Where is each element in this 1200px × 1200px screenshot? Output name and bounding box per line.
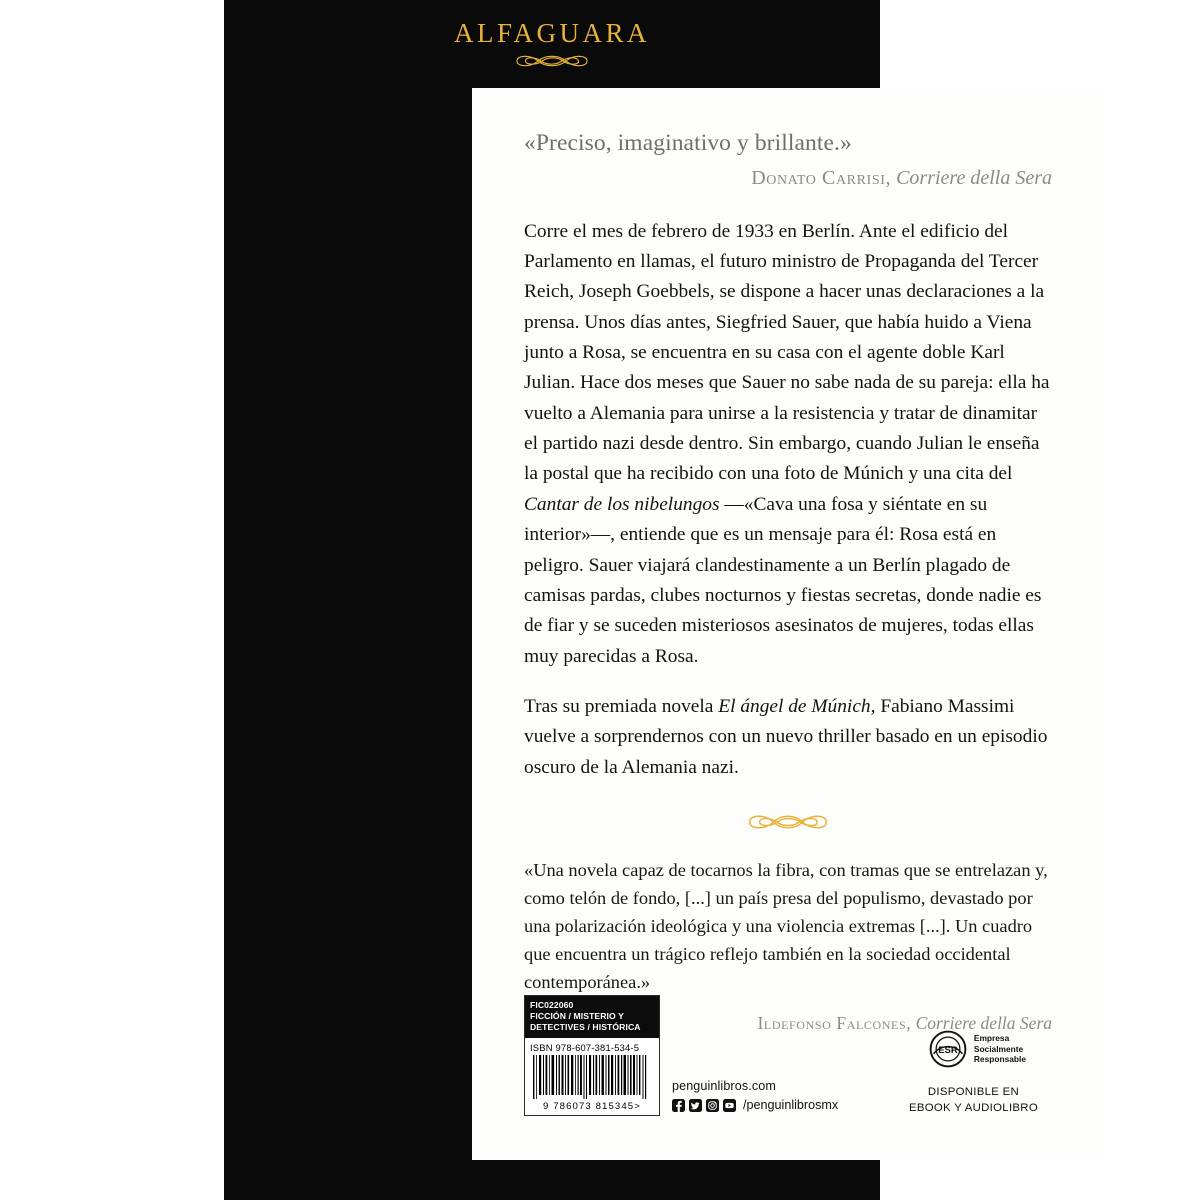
barcode-suffix: > xyxy=(634,1101,641,1112)
esr-seal-icon xyxy=(929,1030,967,1068)
endorsement-source: Corriere della Sera xyxy=(915,1012,1052,1033)
isbn-value: 978-607-381-534-5 xyxy=(555,1042,640,1053)
barcode-icon xyxy=(525,1055,657,1101)
synopsis-p2-part-a: Tras su premiada novela xyxy=(524,695,719,717)
bisac-barcode-block xyxy=(524,995,660,1116)
pull-quote-attribution xyxy=(524,166,1052,191)
pull-quote-source: Corriere della Sera xyxy=(896,166,1052,189)
youtube-icon[interactable] xyxy=(723,1099,736,1112)
synopsis-p2-part-b: Fabiano Massimi vuelve a sorprendernos con un nuevo thriller basado en un episodio oscuro de la Alemania nazi. xyxy=(524,695,1048,778)
synopsis-paragraph-2 xyxy=(524,692,1052,783)
cover-footer xyxy=(524,988,1052,1138)
book-cover xyxy=(224,0,1052,1200)
content-panel-inner xyxy=(524,128,1052,1034)
isbn-line xyxy=(525,1038,659,1055)
ornament-flourish-icon xyxy=(510,50,594,72)
synopsis-p1-part-b: —«Cava una fosa y siéntate en su interior»—, entiende que es un mensaje para él: Rosa está en peligro. Sauer viajará clandestinamente a un Berlín plagado de camisas pardas, clubes nocturnos y fiestas secretas, donde nadie es de fiar y se suceden misteriosos asesinatos de mujeres, todas ellas muy parecidas a Rosa. xyxy=(524,493,1042,667)
synopsis-p1-part-a: Corre el mes de febrero de 1933 en Berlín. Ante el edificio del Parlamento en llamas, el futuro ministro de Propaganda del Tercer Reich, Joseph Goebbels, se dispone a hacer unas declaraciones a la prensa. Unos días antes, Siegfried Sauer, que había huido a Viena junto a Rosa, se encuentra en su casa con el agente doble Karl Julian. Hace dos meses que Sauer no sabe nada de su pareja: ella ha vuelto a Alemania para unirse a la resistencia y tratar de dinamitar el partido nazi desde dentro. Sin embargo, cuando Julian le enseña la postal que ha recibido con una foto de Múnich y una cita del xyxy=(524,220,1050,485)
ornament-divider-icon xyxy=(742,809,834,835)
barcode-number xyxy=(525,1101,659,1115)
esr-line-2: Socialmente xyxy=(973,1043,1024,1054)
publisher-logo xyxy=(224,18,880,72)
content-panel xyxy=(472,88,1104,1160)
availability-line-2: EBOOK Y AUDIOLIBRO xyxy=(908,1101,1038,1114)
endorsement-author: Ildefonso Falcones, xyxy=(757,1012,912,1033)
synopsis xyxy=(524,217,1052,783)
bisac-category: FICCIÓN / MISTERIO Y DETECTIVES / HISTÓRICA xyxy=(530,1011,641,1032)
availability-line-1: DISPONIBLE EN xyxy=(927,1086,1020,1099)
esr-line-1: Empresa xyxy=(973,1033,1010,1044)
availability-note xyxy=(909,1085,1038,1116)
bisac-category-block xyxy=(525,996,659,1038)
pull-quote-author: Donato Carrisi, xyxy=(751,166,892,189)
instagram-icon[interactable] xyxy=(706,1099,719,1112)
barcode-digits: 9 786073 815345 xyxy=(543,1101,635,1112)
website-url[interactable]: penguinlibros.com xyxy=(672,1079,776,1093)
esr-badge xyxy=(929,1030,1026,1068)
twitter-icon[interactable] xyxy=(689,1099,702,1112)
isbn-label: ISBN xyxy=(530,1042,553,1053)
esr-label xyxy=(974,1033,1026,1065)
pull-quote: «Preciso, imaginativo y brillante.» xyxy=(524,130,852,156)
endorsement-quote: «Una novela capaz de tocarnos la fibra, con tramas que se entrelazan y, como telón de fondo, [...] un país presa del populismo, devastado por una polarización ideológica y una violencia extremas [...]. Un cuadro que encuentra un trágico reflejo también en la sociedad occidental contemporánea.» xyxy=(524,860,1048,992)
publisher-web-block xyxy=(672,1079,842,1112)
social-handle: /penguinlibrosmx xyxy=(743,1098,839,1112)
publisher-name: ALFAGUARA xyxy=(453,18,650,48)
synopsis-paragraph-1 xyxy=(524,217,1052,672)
bisac-code: FIC022060 xyxy=(530,1000,574,1010)
synopsis-p2-title: El ángel de Múnich, xyxy=(718,695,876,717)
facebook-icon[interactable] xyxy=(672,1099,685,1112)
esr-line-3: Responsable xyxy=(973,1054,1026,1065)
svg-text:ESR: ESR xyxy=(938,1044,958,1056)
synopsis-p1-title: Cantar de los nibelungos xyxy=(524,493,720,515)
social-links xyxy=(672,1098,842,1112)
